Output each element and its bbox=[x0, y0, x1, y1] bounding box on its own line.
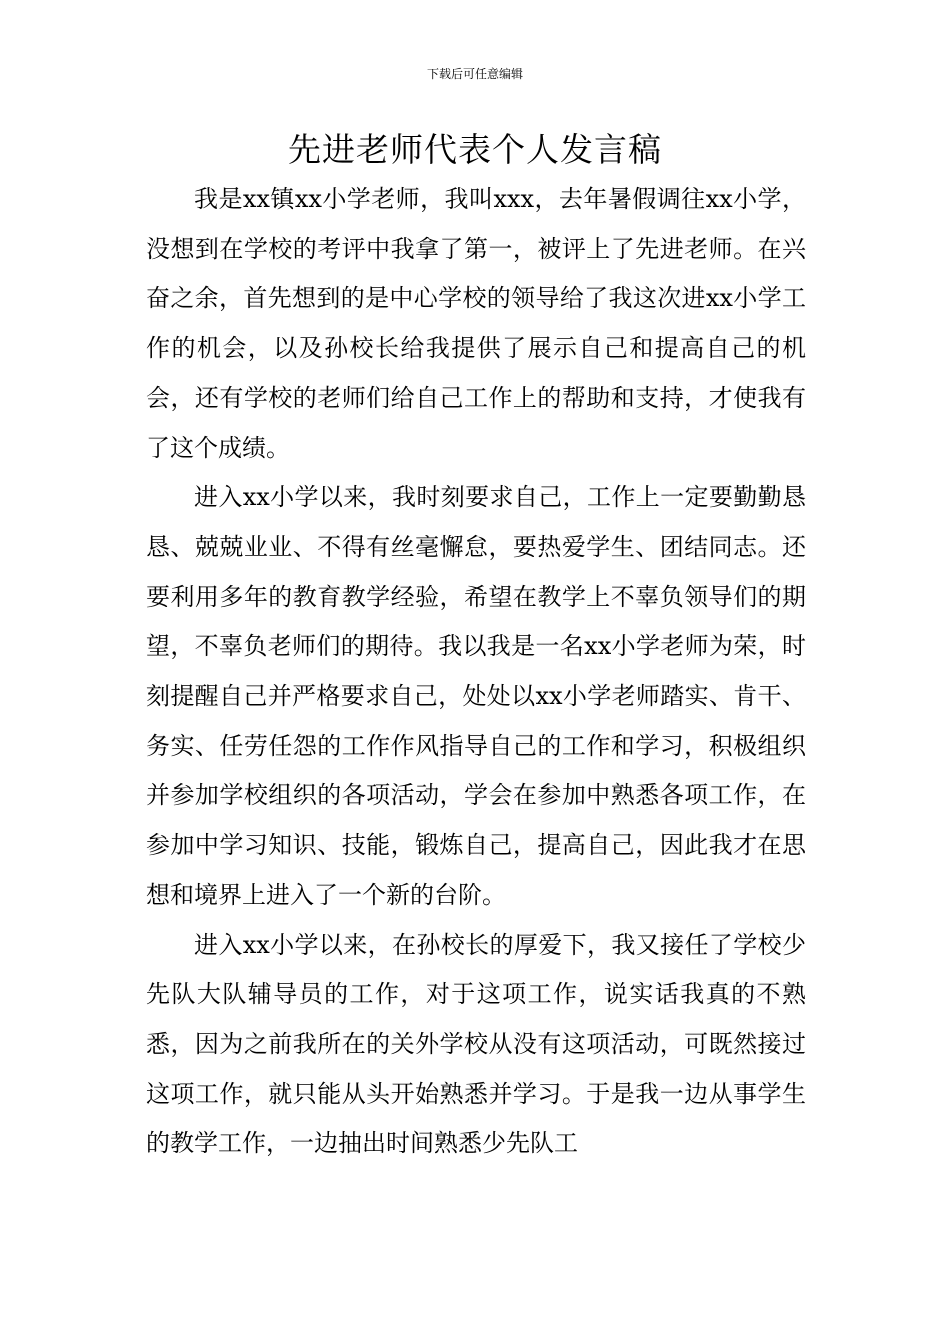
paragraph-1: 我是xx镇xx小学老师，我叫xxx，去年暑假调往xx小学，没想到在学校的考评中我拿了第一，被评上了先进老师。在兴奋之余，首先想到的是中心学校的领导给了我这次进xx小学工作的机会，以及孙校长给我提供了展示自己和提高自己的机会，还有学校的老师们给自己工作上的帮助和支持，才使我有了这个成绩。 bbox=[146, 185, 806, 462]
header-note: 下载后可任意编辑 bbox=[426, 67, 523, 81]
paragraph-3: 进入xx小学以来，在孙校长的厚爱下，我又接任了学校少先队大队辅导员的工作，对于这项工作，说实话我真的不熟悉，因为之前我所在的关外学校从没有这项活动，可既然接过这项工作，就只能从头开始熟悉并学习。于是我一边从事学生的教学工作，一边抽出时间熟悉少先队工 bbox=[146, 930, 806, 1158]
document-title: 先进老师代表个人发言稿 bbox=[288, 130, 662, 169]
paragraph-2: 进入xx小学以来，我时刻要求自己，工作上一定要勤勤恳恳、兢兢业业、不得有丝毫懈怠，要热爱学生、团结同志。还要利用多年的教育教学经验，希望在教学上不辜负领导们的期望，不辜负老师们的期待。我以我是一名xx小学老师为荣，时刻提醒自己并严格要求自己，处处以xx小学老师踏实、肯干、务实、任劳任怨的工作作风指导自己的工作和学习，积极组织并参加学校组织的各项活动，学会在参加中熟悉各项工作，在参加中学习知识、技能，锻炼自己，提高自己，因此我才在思想和境界上进入了一个新的台阶。 bbox=[146, 483, 806, 909]
document-body bbox=[146, 175, 806, 1169]
